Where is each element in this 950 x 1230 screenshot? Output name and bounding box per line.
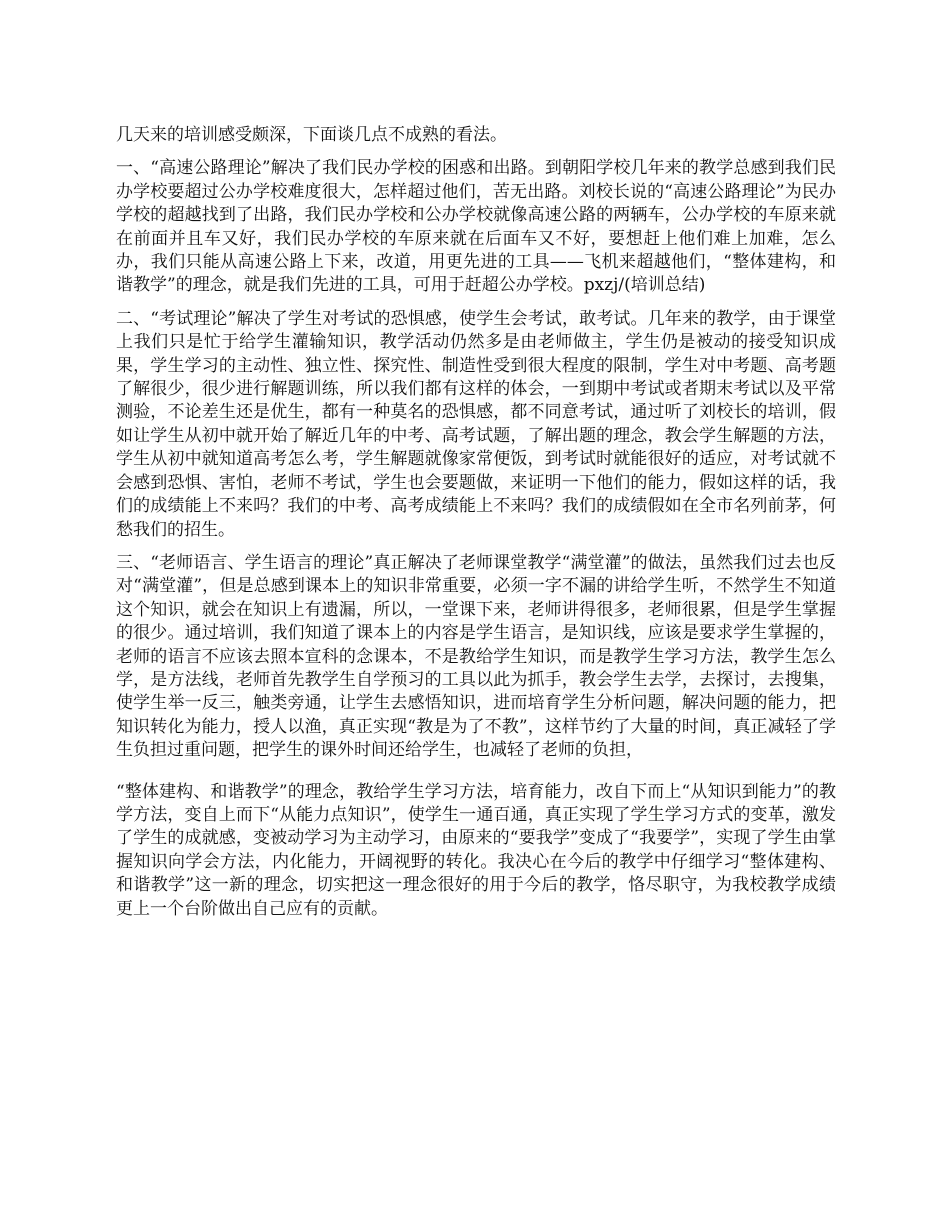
- document-page: [116, 124, 836, 921]
- intro-paragraph: 几天来的培训感受颇深，下面谈几点不成熟的看法。: [116, 125, 507, 145]
- paragraph-language-theory: 三、“老师语言、学生语言的理论”真正解决了老师课堂教学“满堂灌”的做法，虽然我们过去也反对“满堂灌”，但是总感到课本上的知识非常重要，必须一字不漏的讲给学生听，不然学生不知道这个知识，就会在知识上有遗漏，所以，一堂课下来，老师讲得很多，老师很累，但是学生掌握的很少。通过培训，我们知道了课本上的内容是学生语言，是知识线，应该是要求学生掌握的，老师的语言不应该去照本宣科的念课本，不是教给学生知识，而是教学生学习方法，教学生怎么学，是方法线，老师首先教学生自学预习的工具以此为抓手，教会学生去学，去探讨，去搜集，使学生举一反三，触类旁通，让学生去感悟知识，进而培育学生分析问题，解决问题的能力，把知识转化为能力，授人以渔，真正实现“教是为了不教”，这样节约了大量的时间，真正减轻了学生负担过重问题，把学生的课外时间还给学生，也减轻了老师的负担，: [116, 552, 836, 761]
- paragraph-exam-theory: 二、“考试理论”解决了学生对考试的恐惧感，使学生会考试，敢考试。几年来的教学，由于课堂上我们只是忙于给学生灌输知识，教学活动仍然多是由老师做主，学生仍是被动的接受知识成果，学生学习的主动性、独立性、探究性、制造性受到很大程度的限制，学生对中考题、高考题了解很少，很少进行解题训练，所以我们都有这样的体会，一到期中考试或者期末考试以及平常测验，不论差生还是优生，都有一种莫名的恐惧感，都不同意考试，通过听了刘校长的培训，假如让学生从初中就开始了解近几年的中考、高考试题，了解出题的理念，教会学生解题的方法，学生从初中就知道高考怎么考，学生解题就像家常便饭，到考试时就能很好的适应，对考试就不会感到恐惧、害怕，老师不考试，学生也会要题做，来证明一下他们的能力，假如这样的话，我们的成绩能上不来吗？我们的中考、高考成绩能上不来吗？我们的成绩假如在全市名列前茅，何愁我们的招生。: [116, 308, 836, 540]
- paragraph-highway-theory: 一、“高速公路理论”解决了我们民办学校的困惑和出路。到朝阳学校几年来的教学总感到我们民办学校要超过公办学校难度很大，怎样超过他们，苦无出路。刘校长说的“高速公路理论”为民办学校的超越找到了出路，我们民办学校和公办学校就像高速公路的两辆车，公办学校的车原来就在前面并且车又好，我们民办学校的车原来就在后面车又不好，要想赶上他们难上加难，怎么办，我们只能从高速公路上下来，改道，用更先进的工具——飞机来超越他们，“整体建构，和谐教学”的理念，就是我们先进的工具，可用于赶超公办学校。pxzj/(培训总结): [116, 158, 836, 296]
- paragraph-conclusion: “整体建构、和谐教学”的理念，教给学生学习方法，培育能力，改自下而上“从知识到能力”的教学方法，变自上而下“从能力点知识”，使学生一通百通，真正实现了学生学习方式的变革，激发了学生的成就感，变被动学习为主动学习，由原来的“要我学”变成了“我要学”，实现了学生由掌握知识向学会方法，内化能力，开阔视野的转化。我决心在今后的教学中仔细学习“整体建构、和谐教学”这一新的理念，切实把这一理念很好的用于今后的教学，恪尽职守，为我校教学成绩更上一个台阶做出自己应有的贡献。: [116, 781, 836, 919]
